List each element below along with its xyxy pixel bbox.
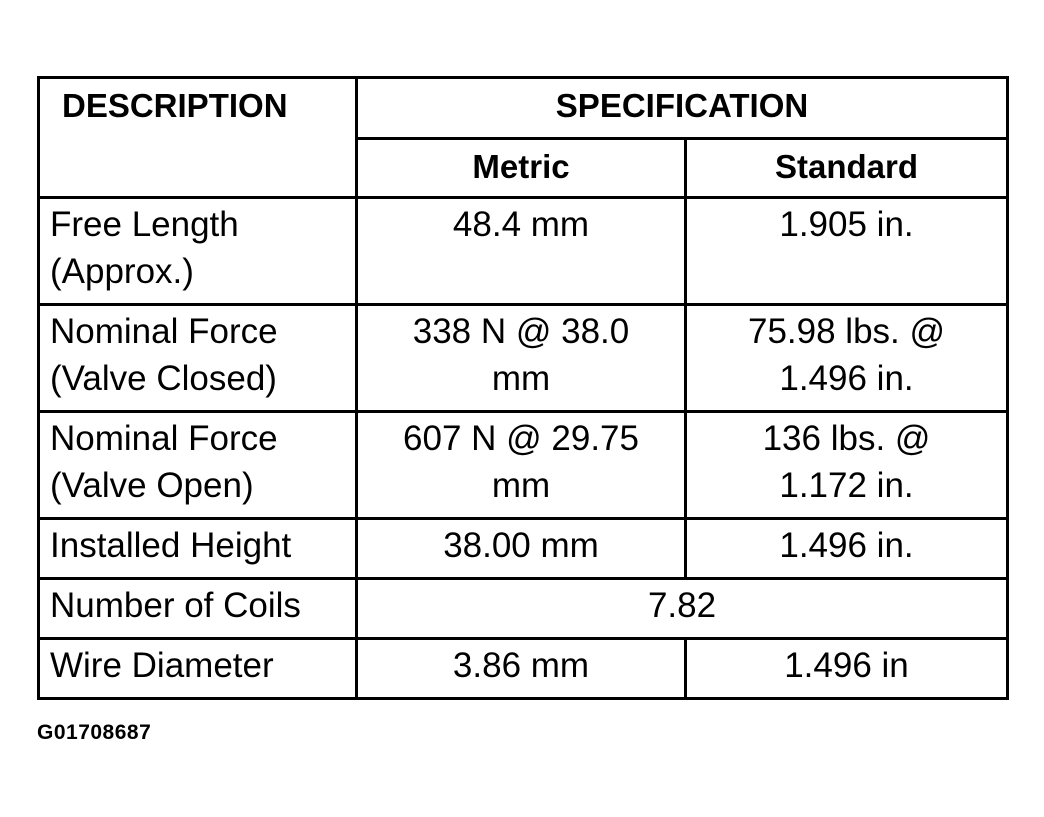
header-specification: SPECIFICATION <box>357 78 1008 139</box>
row-metric: 607 N @ 29.75 mm <box>357 412 686 519</box>
row-description: Free Length (Approx.) <box>39 198 357 305</box>
header-description: DESCRIPTION <box>39 78 357 198</box>
row-description: Nominal Force (Valve Open) <box>39 412 357 519</box>
row-standard: 75.98 lbs. @ 1.496 in. <box>686 305 1008 412</box>
table-row <box>39 305 1008 412</box>
table-row <box>39 579 1008 639</box>
row-description: Number of Coils <box>39 579 357 639</box>
row-standard: 136 lbs. @ 1.172 in. <box>686 412 1008 519</box>
table-row <box>39 519 1008 579</box>
header-standard: Standard <box>686 139 1008 198</box>
row-description: Wire Diameter <box>39 639 357 699</box>
row-standard: 1.905 in. <box>686 198 1008 305</box>
row-metric: 48.4 mm <box>357 198 686 305</box>
figure-id: G01708687 <box>37 721 152 744</box>
row-standard: 1.496 in <box>686 639 1008 699</box>
row-metric: 38.00 mm <box>357 519 686 579</box>
row-combined-value: 7.82 <box>357 579 1008 639</box>
row-metric: 3.86 mm <box>357 639 686 699</box>
table-row <box>39 639 1008 699</box>
table-row <box>39 198 1008 305</box>
row-description: Nominal Force (Valve Closed) <box>39 305 357 412</box>
row-metric: 338 N @ 38.0 mm <box>357 305 686 412</box>
row-standard: 1.496 in. <box>686 519 1008 579</box>
table-row <box>39 412 1008 519</box>
header-metric: Metric <box>357 139 686 198</box>
spec-table <box>37 76 1009 700</box>
row-description: Installed Height <box>39 519 357 579</box>
